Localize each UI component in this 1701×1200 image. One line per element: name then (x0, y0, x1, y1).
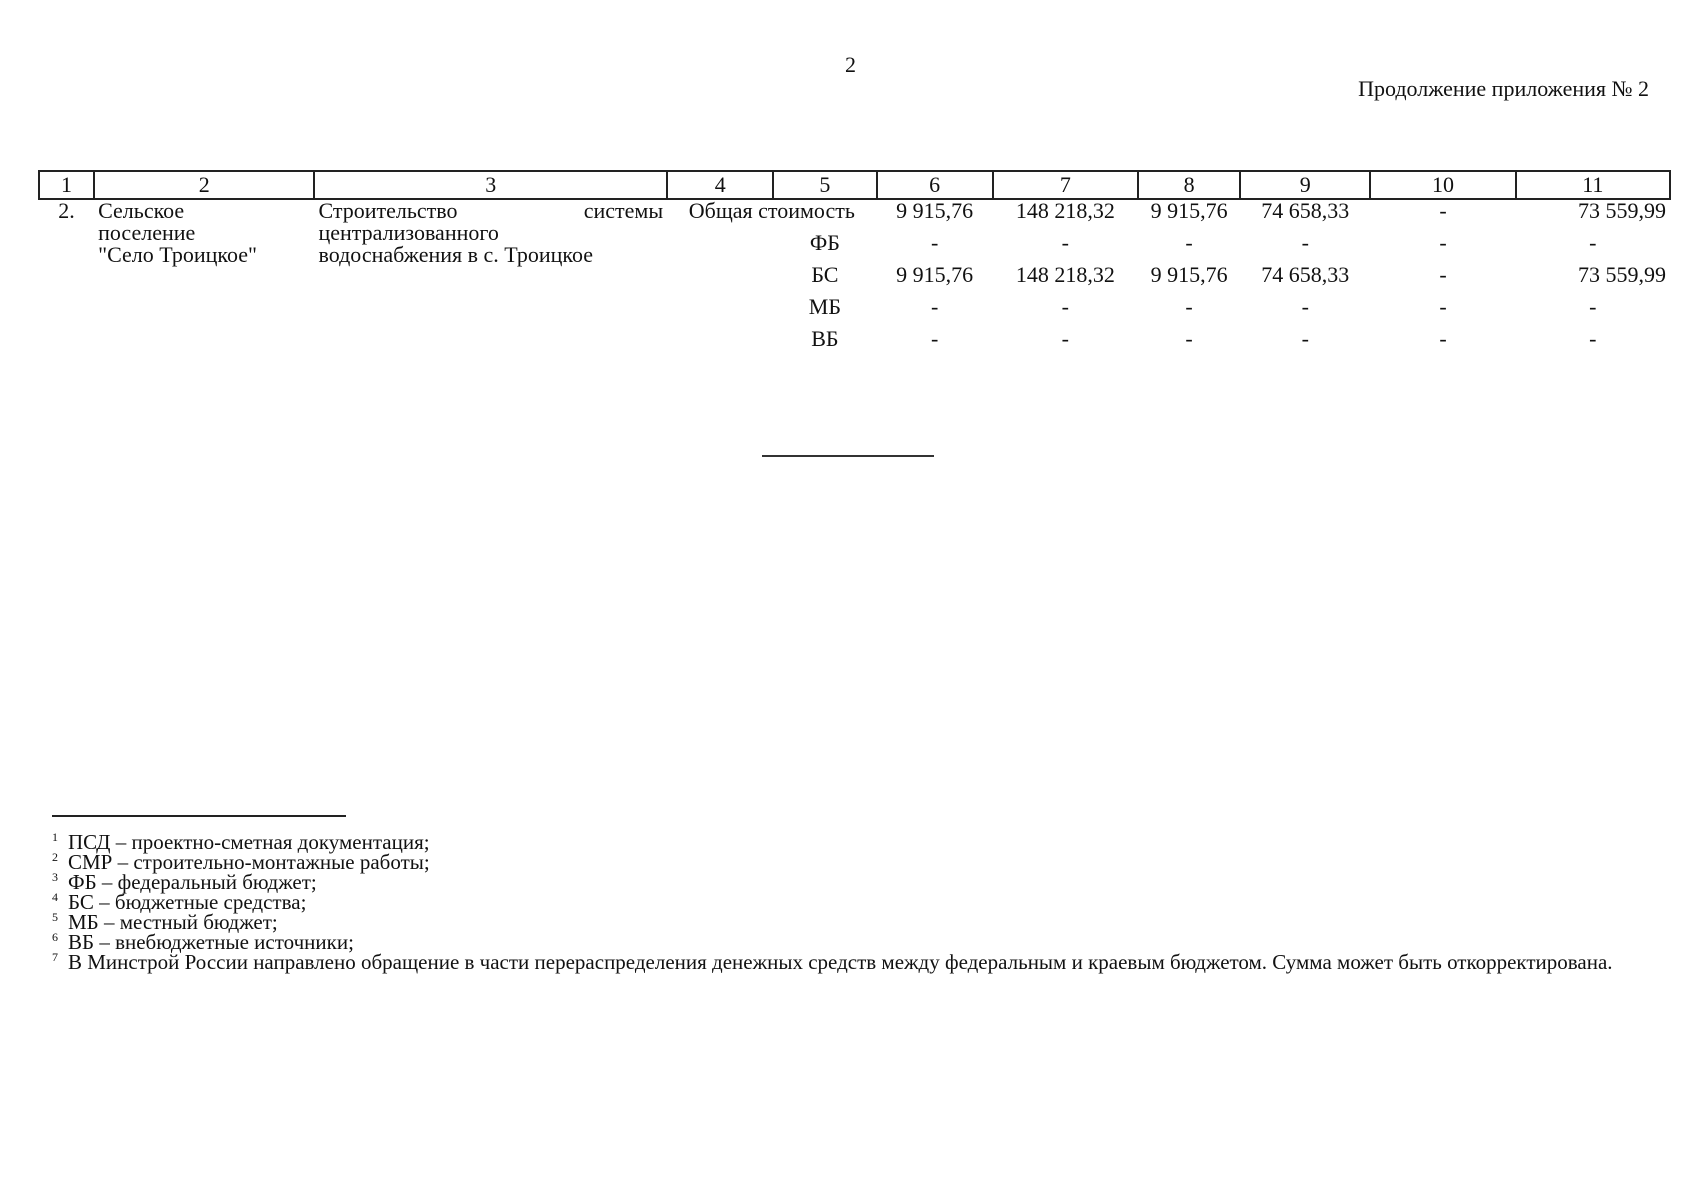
project-line: водоснабжения в с. Троицкое (318, 242, 594, 267)
table-row (39, 199, 1670, 232)
footnote-text: МБ – местный бюджет; (68, 910, 278, 934)
footnote-mark: 7 (52, 950, 58, 964)
value-cell: - (1301, 294, 1309, 319)
footnote (52, 832, 1632, 852)
budget-table (38, 170, 1671, 360)
value-cell: - (1439, 230, 1447, 255)
value-cell: - (1185, 230, 1193, 255)
footnote-mark: 3 (52, 870, 58, 884)
column-number-row (39, 171, 1670, 199)
value-cell: - (1589, 230, 1597, 255)
footnote (52, 892, 1632, 912)
footnote-text: БС – бюджетные средства; (68, 890, 307, 914)
footnote-text: В Минстрой России направлено обращение в части перераспределения денежных средств между федеральным и краевым бюджетом. Сумма может быть откорректирована. (68, 950, 1613, 974)
value-cell: 9 915,76 (1150, 262, 1228, 287)
column-number: 9 (1240, 171, 1370, 199)
value-cell: - (1439, 294, 1447, 319)
column-number: 1 (39, 171, 94, 199)
column-number: 3 (314, 171, 667, 199)
settlement-name (94, 199, 314, 360)
footnote-text: ВБ – внебюджетные источники; (68, 930, 354, 954)
value-cell: - (1439, 198, 1447, 223)
column-number: 4 (667, 171, 773, 199)
value-cell: - (930, 294, 939, 319)
value-cell: - (930, 230, 939, 255)
value-cell: - (1185, 294, 1193, 319)
value-cell: 148 218,32 (1015, 198, 1115, 223)
value-cell: - (930, 326, 939, 351)
column-number: 5 (773, 171, 876, 199)
column-number: 10 (1370, 171, 1515, 199)
value-cell: 73 559,99 (1578, 198, 1666, 223)
settlement-line: Сельское (98, 198, 185, 223)
footnote-mark: 6 (52, 930, 58, 944)
footnote-text: ПСД – проектно-сметная документация; (68, 830, 430, 854)
settlement-line: "Село Троицкое" (98, 242, 257, 267)
value-cell: 9 915,76 (896, 262, 974, 287)
project-line: системы (583, 198, 664, 223)
settlement-line: поселение (98, 220, 196, 245)
footnote-text: ФБ – федеральный бюджет; (68, 870, 317, 894)
end-divider (762, 455, 934, 457)
value-cell: - (1439, 326, 1447, 351)
value-cell: - (1061, 294, 1069, 319)
column-number: 6 (877, 171, 993, 199)
value-cell: 73 559,99 (1578, 262, 1666, 287)
footnote-divider (52, 815, 346, 817)
value-cell: - (1061, 230, 1069, 255)
value-cell: 9 915,76 (896, 198, 974, 223)
value-cell: - (1589, 294, 1597, 319)
value-cell: - (1061, 326, 1069, 351)
funding-source: БС (811, 262, 839, 287)
value-cell: - (1185, 326, 1193, 351)
footnote-mark: 4 (52, 890, 58, 904)
footnote-mark: 2 (52, 850, 58, 864)
column-number: 7 (993, 171, 1138, 199)
footnote-mark: 5 (52, 910, 58, 924)
footnotes (52, 832, 1632, 972)
continuation-title: Продолжение приложения № 2 (1358, 76, 1649, 101)
footnote-text: СМР – строительно-монтажные работы; (68, 850, 430, 874)
column-number: 11 (1516, 171, 1670, 199)
footnote (52, 912, 1632, 932)
project-name (314, 199, 667, 360)
row-number: 2. (58, 198, 75, 223)
page-number: 2 (845, 52, 856, 77)
footnote (52, 872, 1632, 892)
value-cell: - (1589, 326, 1597, 351)
value-cell: - (1301, 326, 1309, 351)
funding-source: МБ (808, 294, 841, 319)
value-cell: 9 915,76 (1150, 198, 1228, 223)
value-cell: 74 658,33 (1261, 262, 1350, 287)
footnote (52, 852, 1632, 872)
project-line: Строительство (318, 198, 458, 223)
footnote (52, 952, 1632, 972)
footnote (52, 932, 1632, 952)
value-cell: - (1439, 262, 1447, 287)
cost-label: Общая стоимость (688, 198, 855, 223)
value-cell: 148 218,32 (1015, 262, 1115, 287)
value-cell: - (1301, 230, 1309, 255)
column-number: 2 (94, 171, 314, 199)
project-line: централизованного (318, 220, 499, 245)
footnote-mark: 1 (52, 830, 58, 844)
funding-source: ФБ (809, 230, 840, 255)
value-cell: 74 658,33 (1261, 198, 1350, 223)
column-number: 8 (1138, 171, 1240, 199)
funding-source: ВБ (811, 326, 839, 351)
